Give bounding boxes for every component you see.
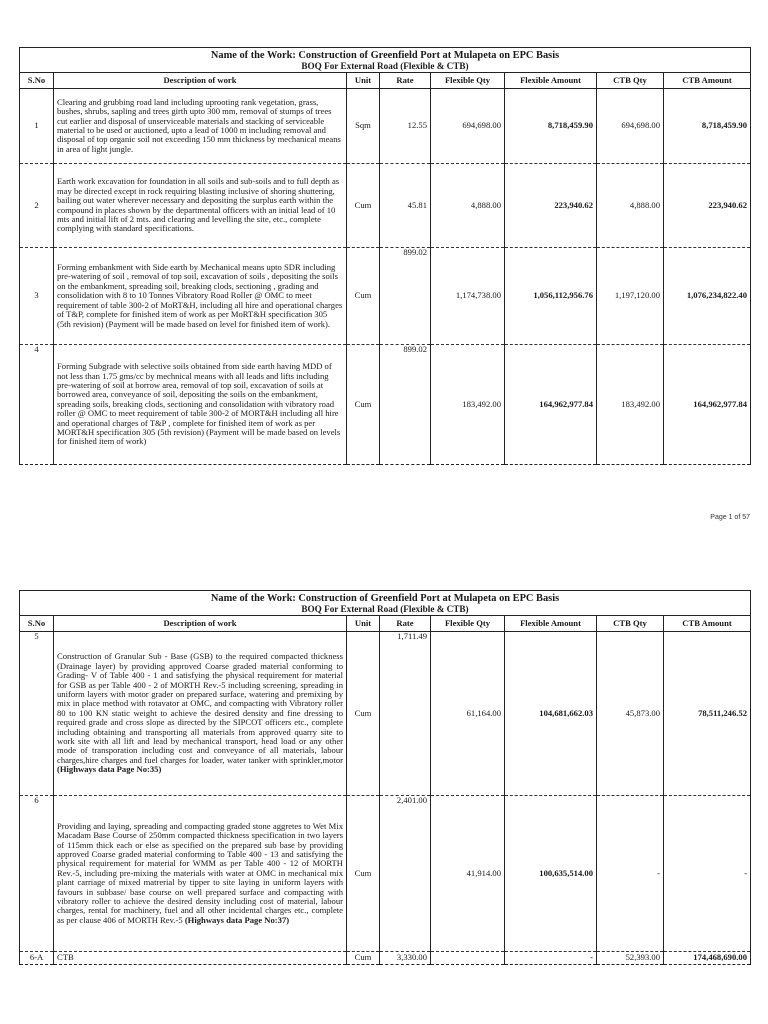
unit-cell: Cum [347, 632, 380, 796]
title-row [20, 48, 751, 73]
col-header-flexible-qty: Flexible Qty [431, 73, 505, 89]
page-number: Page 1 of 57 [710, 514, 750, 521]
ctb-qty-cell: - [597, 796, 664, 952]
unit-cell: Cum [347, 248, 380, 345]
flexible-amount-cell: 164,962,977.84 [505, 345, 597, 465]
boq-sheet-page-2 [19, 590, 750, 965]
description-cell: Earth work excavation for foundation in all soils and sub-soils and to full depth as may be directed except in rock requiring blasting inclusive of shoring shuttering, bailing out water wherever necessary and depositing the surplus earth within the compound in places shown by the departmental officers with an initial lead of 10 mts and initial lift of 2 mts. and clearing and levelling the site, etc., complete complying with standard specifications. [54, 164, 347, 248]
description-cell: CTB [54, 952, 347, 965]
flexible-qty-cell: 4,888.00 [431, 164, 505, 248]
col-header-rate: Rate [380, 73, 431, 89]
flexible-amount-cell: - [505, 952, 597, 965]
sno-cell: 6-A [20, 952, 54, 965]
description-cell: Forming Subgrade with selective soils obtained from side earth having MDD of not less than 1.75 gms/cc by mechnical means with all leads and lifts including pre-watering of soil at borrow area, removal of top soil, excavation of soils at borrowed area, conveyance of soil, depositing the soils on the embankment, spreading soils, breaking clods, sectioning and consolidation with vibratory road roller @ OMC to meet requirement of table 300-2 of MORT&H including all hire and operational charges of T&P , complete for finished item of work as per MORT&H specification 305 (5th revision) (Payment will be made based on levels for finished item of work) [54, 345, 347, 465]
ctb-amount-cell: 78,511,246.52 [664, 632, 751, 796]
boq-table-page-1 [19, 47, 751, 465]
table-row [20, 89, 751, 164]
unit-cell: Cum [347, 345, 380, 465]
flexible-amount-cell: 100,635,514.00 [505, 796, 597, 952]
col-header-unit: Unit [347, 616, 380, 632]
table-row [20, 164, 751, 248]
unit-cell: Cum [347, 952, 380, 965]
flexible-amount-cell: 1,056,112,956.76 [505, 248, 597, 345]
rate-cell: 3,330.00 [380, 952, 431, 965]
col-header-ctb-qty: CTB Qty [597, 616, 664, 632]
sno-cell: 5 [20, 632, 54, 796]
col-header-flexible-amount: Flexible Amount [505, 73, 597, 89]
col-header-flexible-qty: Flexible Qty [431, 616, 505, 632]
unit-cell: Cum [347, 164, 380, 248]
table-row [20, 345, 751, 465]
flexible-qty-cell: 41,914.00 [431, 796, 505, 952]
col-header-description: Description of work [54, 616, 347, 632]
ctb-qty-cell: 183,492.00 [597, 345, 664, 465]
flexible-amount-cell: 223,940.62 [505, 164, 597, 248]
rate-cell: 899.02 [380, 248, 431, 345]
title-cell [20, 591, 751, 616]
ctb-qty-cell: 52,393.00 [597, 952, 664, 965]
flexible-qty-cell: 183,492.00 [431, 345, 505, 465]
flexible-qty-cell: 694,698.00 [431, 89, 505, 164]
ctb-amount-cell: 223,940.62 [664, 164, 751, 248]
flexible-qty-cell: 1,174,738.00 [431, 248, 505, 345]
col-header-rate: Rate [380, 616, 431, 632]
col-header-unit: Unit [347, 73, 380, 89]
work-title: Name of the Work: Construction of Greenfield Port at Mulapeta on EPC Basis [210, 593, 560, 604]
ctb-qty-cell: 45,873.00 [597, 632, 664, 796]
col-header-description: Description of work [54, 73, 347, 89]
description-text: Construction of Granular Sub - Base (GSB) to the required compacted thickness (Drainage layer) by providing approved Coarse graded material conforming to Grading- V of Table 400 - 1 and satisfying the physical requirement for material for GSB as per Table 400 - 2 of MORTH Rev.-5 including screening, spreading in uniform layers with motor grader on prepared surface, watering and premixing by mix in place method with rotavator at OMC, and compacting with Vibratory roller 80 to 100 KN static weight to achieve the desired density and fine dressing to required grade and cross slope as directed by the SIPCOT officers etc., complete including obtaining and transporting all materials from approved quarry site to work site with all lift and lead by mechanical transport, head load or any other mode of transporation including cost and conveyance of all materials, labour charges,hire charges and fuel charges for loader, water tanker with sprinkler,motor [57, 651, 343, 765]
table-row [20, 632, 751, 796]
flexible-amount-cell: 8,718,459.90 [505, 89, 597, 164]
ctb-amount-cell: 8,718,459.90 [664, 89, 751, 164]
ctb-amount-cell: - [664, 796, 751, 952]
flexible-qty-cell: 61,164.00 [431, 632, 505, 796]
table-row [20, 952, 751, 965]
col-header-sno: S.No [20, 73, 54, 89]
col-header-ctb-amount: CTB Amount [664, 73, 751, 89]
rate-cell: 12.55 [380, 89, 431, 164]
rate-cell: 1,711.49 [380, 632, 431, 796]
ctb-qty-cell: 4,888.00 [597, 164, 664, 248]
table-row [20, 796, 751, 952]
sno-cell: 2 [20, 164, 54, 248]
ctb-amount-cell: 174,468,690.00 [664, 952, 751, 965]
title-row [20, 591, 751, 616]
flexible-amount-cell: 104,681,662.03 [505, 632, 597, 796]
boq-sheet-page-1 [19, 47, 750, 465]
flexible-qty-cell [431, 952, 505, 965]
sno-cell: 4 [20, 345, 54, 465]
rate-cell: 2,401.00 [380, 796, 431, 952]
work-title: Name of the Work: Construction of Greenfield Port at Mulapeta on EPC Basis [210, 50, 560, 61]
unit-cell: Cum [347, 796, 380, 952]
rate-cell: 899.02 [380, 345, 431, 465]
boq-subtitle: BOQ For External Road (Flexible & CTB) [301, 604, 469, 614]
sno-cell: 1 [20, 89, 54, 164]
ctb-qty-cell: 694,698.00 [597, 89, 664, 164]
description-cell [54, 632, 347, 796]
col-header-sno: S.No [20, 616, 54, 632]
ctb-qty-cell: 1,197,120.00 [597, 248, 664, 345]
col-header-ctb-amount: CTB Amount [664, 616, 751, 632]
col-header-flexible-amount: Flexible Amount [505, 616, 597, 632]
highways-data-reference: (Highways data Page No:37) [184, 914, 290, 925]
highways-data-reference: (Highways data Page No:35) [57, 764, 162, 775]
title-cell [20, 48, 751, 73]
ctb-amount-cell: 1,076,234,822.40 [664, 248, 751, 345]
boq-subtitle: BOQ For External Road (Flexible & CTB) [301, 61, 469, 71]
description-cell: Clearing and grubbing road land including uprooting rank vegetation, grass, bushes, shrubs, sapling and trees girth upto 300 mm, removal of stumps of trees cut earlier and disposal of unserviceable materials and stacking of serviceable material to be used or auctioned, upto a lead of 1000 m including removal and disposal of top organic soil not exceeding 150 mm thickness by mechanical means in area of light jungle. [54, 89, 347, 164]
rate-cell: 45.81 [380, 164, 431, 248]
description-cell [54, 796, 347, 952]
sno-cell: 6 [20, 796, 54, 952]
column-header-row [20, 73, 751, 89]
ctb-amount-cell: 164,962,977.84 [664, 345, 751, 465]
boq-table-page-2 [19, 590, 751, 965]
description-text: Providing and laying, spreading and compacting graded stone aggretes to Wet Mix Macadam Base Course of 250mm compacted thickness specification in two layers of 115mm thick each or else as specified on the prepared sub base by providing approved Coarse graded material conforming to Table 400 - 13 and satisfying the physical requirement for material for WMM as per Table 400 - 12 of MORTH Rev.-5, including pre-mixing the materials with water at OMC in mechanical mix plant carriage of mixed matrerial by tipper to site laying in uniform layers with favours in subbase/ base course on well prepared surface and compacting with vibratory roller to achieve the desired density including cost of material, labour charges, rental for machinery, fuel and all other incidental charges etc., complete as per clause 406 of MORTH Rev.-5 [57, 820, 343, 925]
unit-cell: Sqm [347, 89, 380, 164]
col-header-ctb-qty: CTB Qty [597, 73, 664, 89]
description-cell: Forming embankment with Side earth by Mechanical means upto SDR including pre-watering of soil , removal of top soil, excavation of soils , depositing the soils on the embankment, spreading soil, breaking clods, sectioning , grading and consolidation with 8 to 10 Tonnes Vibratory Road Roller @ OMC to meet requirement of table 300-2 of MoRT&H, including all hire and operational charges of T&P, complete for finished item of work as per MoRT&H specification 305 (5th revision) (Payment will be made based on level for finished item of work). [54, 248, 347, 345]
column-header-row [20, 616, 751, 632]
sno-cell: 3 [20, 248, 54, 345]
table-row [20, 248, 751, 345]
